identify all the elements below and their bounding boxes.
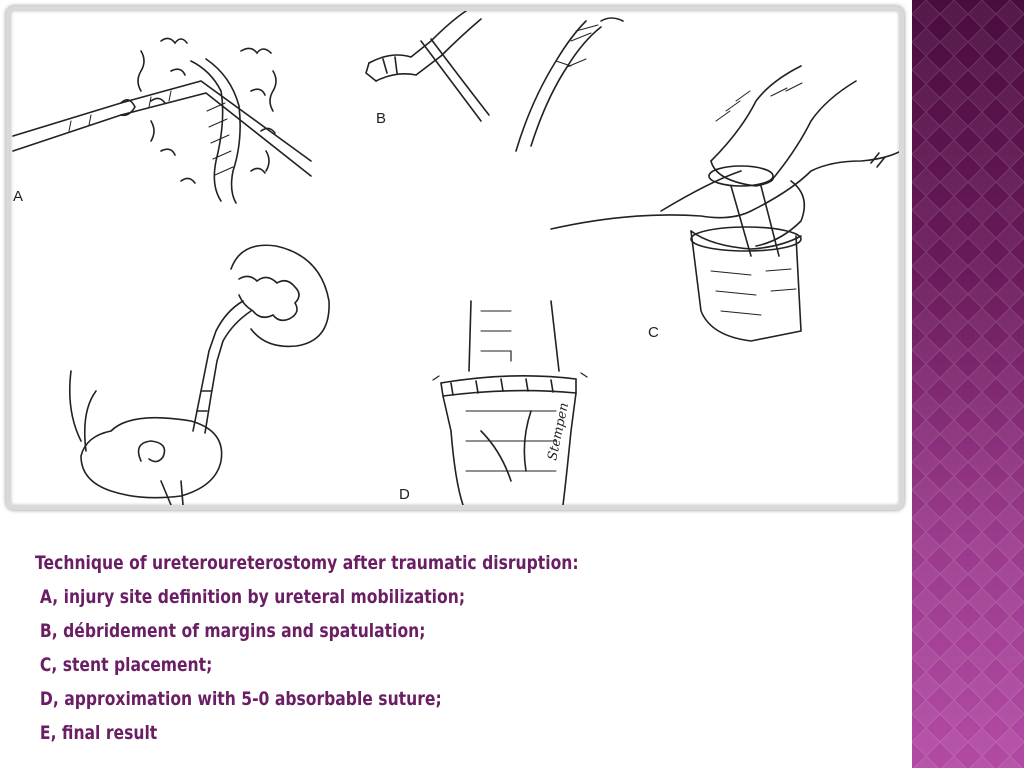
diamond-pattern bbox=[912, 0, 1024, 768]
panel-a-drawing bbox=[13, 38, 311, 203]
panel-label-b: B bbox=[376, 110, 387, 127]
kidney-ureter-bladder-drawing bbox=[70, 245, 329, 505]
panel-label-a: A bbox=[13, 188, 24, 205]
panel-label-d: D bbox=[399, 486, 410, 503]
caption-line-c: C, stent placement; bbox=[39, 654, 213, 676]
panel-b-drawing bbox=[366, 11, 623, 151]
surgical-illustration-figure bbox=[6, 6, 904, 510]
caption-line-d: D, approximation with 5-0 absorbable suture; bbox=[39, 688, 442, 710]
panel-label-c: C bbox=[648, 324, 659, 341]
panel-c-drawing bbox=[551, 66, 899, 341]
caption-line-b: B, débridement of margins and spatulation; bbox=[39, 620, 426, 642]
caption-line-e: E, final result bbox=[39, 722, 158, 744]
decorative-side-band bbox=[912, 0, 1024, 768]
figure-caption bbox=[35, 546, 740, 750]
surgical-illustration bbox=[11, 11, 899, 505]
caption-title: Technique of ureteroureterostomy after traumatic disruption: bbox=[35, 552, 579, 574]
caption-line-a: A, injury site definition by ureteral mobilization; bbox=[39, 586, 466, 608]
illustrator-signature: Stempen bbox=[545, 401, 573, 462]
